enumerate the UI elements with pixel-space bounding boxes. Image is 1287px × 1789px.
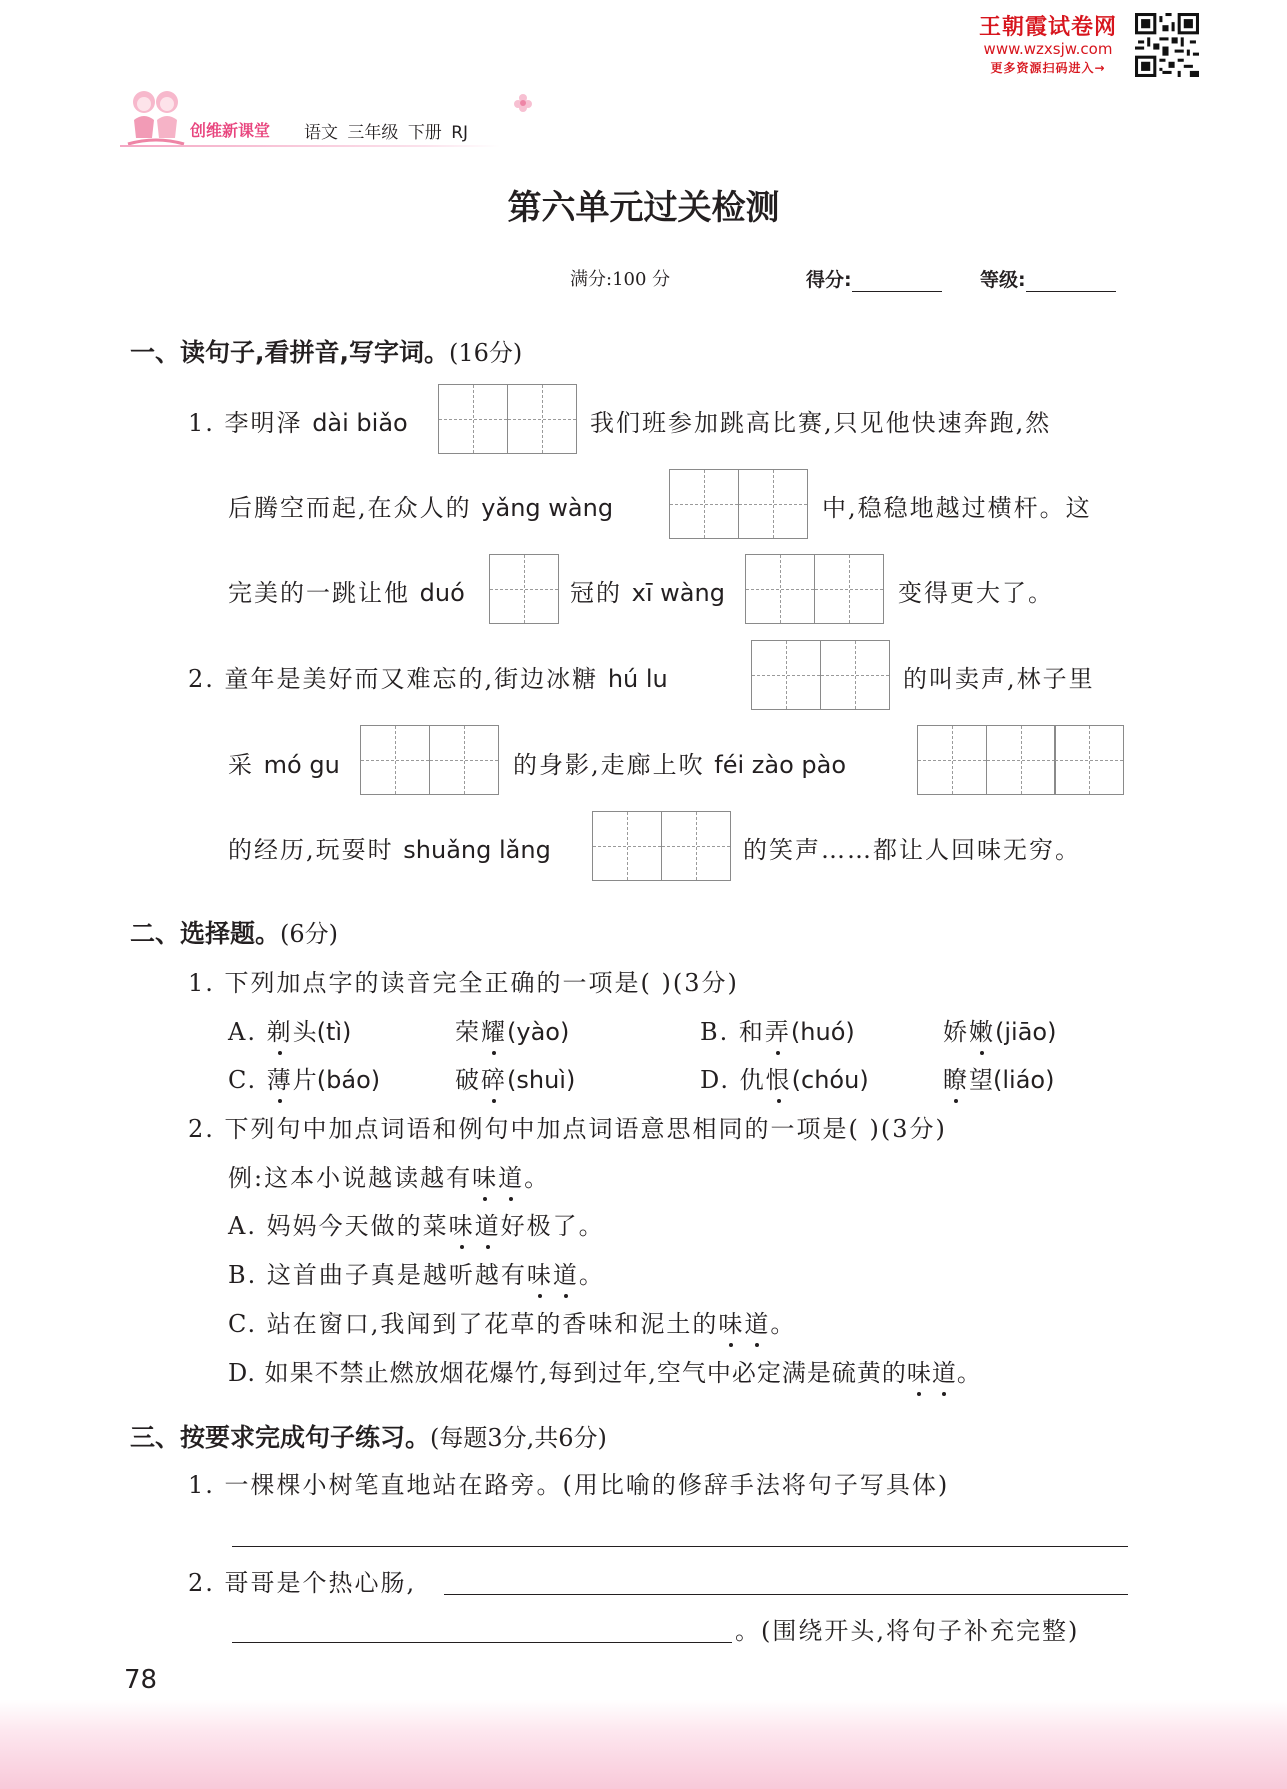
option-b-post: 。 [578,1261,605,1289]
option-d1-pre: 仇 [739,1066,766,1094]
s1-q1-line2-b: 中,稳稳地越过横杆。这 [822,494,1092,522]
kids-logo-icon [124,86,188,152]
grade: 三年级 [347,123,399,143]
grade-label-text: 等级: [980,269,1026,291]
answer-box-shuanglang[interactable] [592,811,731,881]
option-c-label: C. [228,1066,258,1094]
option-c2-post: (shuì) [507,1066,576,1094]
s1-q2-line1-b: 的叫卖声,林子里 [903,665,1095,693]
option-a2-pre: 荣 [455,1018,481,1046]
s2-q1-stem: 1. 下列加点字的读音完全正确的一项是( )(3分) [188,969,739,997]
dotted-char: 味 [472,1158,498,1193]
brand-name: 王朝霞试卷网 [978,15,1117,40]
section3-points: (每题3分,共6分) [430,1424,607,1452]
dotted-char: 嫩 [969,1012,995,1047]
pinyin-feizaopao: féi zào pào [714,751,847,779]
answer-box-daibiao[interactable] [438,384,577,454]
s2-q2-option-a[interactable] [228,1206,605,1241]
dotted-char: 碎 [481,1060,507,1095]
option-a-pre: A. 妈妈今天做的菜 [228,1212,449,1240]
s1-q1-line3-text: 完美的一跳让他 [228,579,410,607]
qr-code-icon[interactable] [1135,12,1199,78]
score-label-text: 得分: [806,269,852,291]
pinyin-duo: duó [419,579,465,607]
answer-box-duo[interactable] [489,554,559,624]
s1-q1-line3-a [228,573,465,608]
dotted-char: 味 [449,1206,475,1241]
option-b2-pre: 娇 [943,1018,969,1046]
s2-q1-option-a1[interactable] [228,1012,351,1047]
s1-q2-number: 2. [188,665,215,693]
option-c-post: 。 [770,1310,797,1338]
pinyin-daibiao: dài biǎo [312,409,408,437]
brand-scan-hint: 更多资源扫码进入→ [990,61,1106,75]
option-c2-pre: 破 [455,1066,481,1094]
dotted-char: 味 [527,1255,553,1290]
answer-box-mogu[interactable] [360,725,499,795]
dotted-char: 瞭 [943,1060,969,1095]
dotted-char: 道 [475,1206,501,1241]
section2-heading-text: 二、选择题。 [130,919,281,948]
subject: 语文 [304,123,338,143]
s2-q2-option-b[interactable] [228,1255,605,1290]
brand-url[interactable]: www.wzxsjw.com [983,40,1113,58]
s3-q2-a: 2. 哥哥是个热心肠, [188,1569,417,1597]
option-d2-post: 望(liáo) [969,1066,1055,1094]
score-label [806,265,942,292]
section3-heading [130,1418,607,1454]
s3-q1: 1. 一棵棵小树笔直地站在路旁。(用比喻的修辞手法将句子写具体) [188,1471,950,1499]
s2-q2-example [228,1158,550,1193]
dotted-char: 道 [498,1158,524,1193]
volume: 下册 [407,123,442,143]
answer-box-hulu[interactable] [751,640,890,710]
s2-q2-option-d[interactable] [228,1353,982,1388]
option-a2-post: (yào) [507,1018,570,1046]
s1-q2-line3-b: 的笑声……都让人回味无穷。 [743,836,1081,864]
section2-heading [130,914,338,950]
section2-points: (6分) [280,920,339,948]
dotted-char: 薄 [267,1060,293,1095]
dotted-char: 恨 [766,1060,792,1095]
series-name: 创维新课堂 [190,121,271,140]
book-info [304,118,468,143]
pinyin-yangwang: yǎng wàng [481,494,614,522]
option-b2-post: (jiāo) [995,1018,1057,1046]
s2-q2-option-c[interactable] [228,1304,796,1339]
option-b1-pre: 和 [738,1018,765,1046]
page-title: 第六单元过关检测 [507,188,780,228]
grade-blank[interactable] [1026,291,1116,292]
flower-decoration-icon [512,92,534,114]
s1-q2-line2-text-b: 的身影,走廊上吹 [513,751,705,779]
example-pre: 例:这本小说越读越有 [228,1164,473,1192]
s2-q2-stem: 2. 下列句中加点词语和例句中加点词语意思相同的一项是( )(3分) [188,1115,947,1143]
s2-q1-option-a2 [455,1012,569,1047]
s2-q1-option-d1[interactable] [700,1060,869,1095]
answer-box-yangwang[interactable] [669,469,808,539]
option-b-label: B. [700,1018,730,1046]
score-blank[interactable] [852,291,942,292]
s1-q1-line3-b [570,573,725,608]
s1-q1-text: 李明泽 [224,409,303,437]
dotted-char: 味 [718,1304,744,1339]
s1-q1-line3-text-b: 冠的 [570,579,622,607]
brand-block [964,10,1132,76]
dotted-char: 道 [744,1304,770,1339]
header-divider [120,145,500,147]
footer-band [0,1700,1287,1789]
s1-q1-line3-c: 变得更大了。 [898,579,1054,607]
pinyin-mogu: mó gu [263,751,340,779]
s2-q1-option-b2 [943,1012,1056,1047]
dotted-char: 耀 [481,1012,507,1047]
s1-q2-line1-a [188,659,668,694]
s2-q1-option-c1[interactable] [228,1060,380,1095]
option-d-post: 。 [956,1359,982,1387]
answer-line-s3-q2-2[interactable] [232,1642,732,1643]
dotted-char: 剃 [267,1012,293,1047]
s1-q1-line2-text: 后腾空而起,在众人的 [228,494,472,522]
dotted-char: 道 [553,1255,579,1290]
option-a-post: 好极了。 [500,1212,605,1240]
s1-q1-line1-a [188,403,408,438]
option-c1-post: 片(báo) [292,1066,381,1094]
s3-q2-b: 。(围绕开头,将句子补充完整) [735,1617,1080,1645]
dotted-char: 味 [907,1353,932,1388]
pinyin-xiwang: xī wàng [631,579,725,607]
option-a1-post: 头(tì) [292,1018,352,1046]
s1-q2-text: 童年是美好而又难忘的,街边冰糖 [224,665,599,693]
pinyin-shuanglang: shuǎng lǎng [403,836,551,864]
option-b-pre: B. 这首曲子真是越听越有 [228,1261,527,1289]
option-d1-post: (chóu) [791,1066,869,1094]
answer-box-feizaopao[interactable] [917,725,1124,795]
example-post: 。 [524,1164,551,1192]
s1-q1-number: 1. [188,409,215,437]
s1-q1-line2-a [228,488,613,523]
page-number: 78 [124,1665,158,1695]
s1-q2-line3-a [228,830,551,865]
s2-q1-option-c2 [455,1060,575,1095]
s1-q1-line1-b: 我们班参加跳高比赛,只见他快速奔跑,然 [590,409,1052,437]
option-c-pre: C. 站在窗口,我闻到了花草的香味和泥土的 [228,1310,719,1338]
edition: RJ [451,123,469,143]
s2-q1-option-b1[interactable] [700,1012,855,1047]
section1-heading-text: 一、读句子,看拼音,写字词。 [130,338,449,367]
answer-line-s3-q2-1[interactable] [444,1594,1128,1595]
s1-q2-line2-a [228,745,340,780]
option-a-label: A. [228,1018,257,1046]
answer-box-xiwang[interactable] [745,554,884,624]
dotted-char: 道 [932,1353,957,1388]
grade-label [980,265,1116,292]
section1-points: (16分) [449,339,523,367]
answer-line-s3-q1[interactable] [232,1546,1128,1547]
s2-q1-option-d2 [943,1060,1054,1095]
s1-q2-line2-b [513,745,846,780]
option-d-pre: D. 如果不禁止燃放烟花爆竹,每到过年,空气中必定满是硫黄的 [228,1359,907,1387]
s1-q2-line3-text: 的经历,玩耍时 [228,836,394,864]
pinyin-hulu: hú lu [607,665,668,693]
full-score: 满分:100 分 [570,269,671,290]
section3-heading-text: 三、按要求完成句子练习。 [130,1423,431,1452]
option-d-label: D. [700,1066,731,1094]
option-b1-post: (huó) [790,1018,855,1046]
s1-q2-line2-text: 采 [228,751,254,779]
dotted-char: 弄 [765,1012,791,1047]
section1-heading [130,333,522,369]
